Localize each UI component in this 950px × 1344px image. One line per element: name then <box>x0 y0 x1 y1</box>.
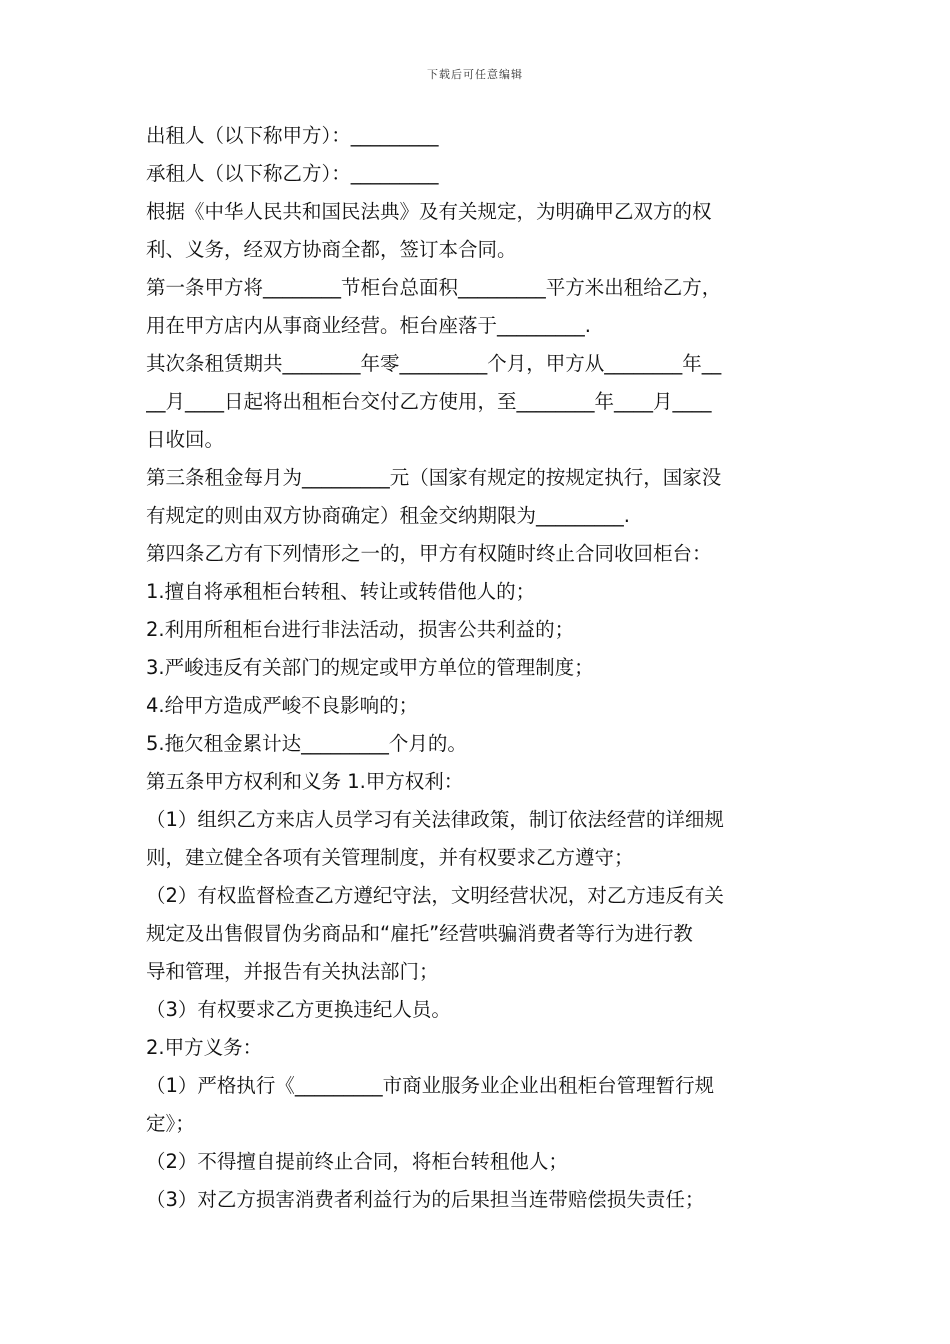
text-line: 1.擅自将承租柜台转租、转让或转借他人的； <box>146 580 536 603</box>
text-line: （2）不得擅自提前终止合同，将柜台转租他人； <box>146 1150 568 1173</box>
text-line: 第一条甲方将________节柜台总面积_________平方米出租给乙方， <box>146 276 722 299</box>
text-line: 定》； <box>146 1112 195 1135</box>
text-line: 第四条乙方有下列情形之一的，甲方有权随时终止合同收回柜台： <box>146 542 712 565</box>
text-line: 其次条租赁期共________年零_________个月，甲方从________年__ <box>146 352 722 375</box>
contract-body <box>146 117 814 1219</box>
text-line: （1）组织乙方来店人员学习有关法律政策，制订依法经营的详细规 <box>146 808 724 831</box>
text-line: 承租人（以下称乙方）：_________ <box>146 162 439 185</box>
text-line: 有规定的则由双方协商确定）租金交纳期限为_________. <box>146 504 630 527</box>
text-line: 3.严峻违反有关部门的规定或甲方单位的管理制度； <box>146 656 594 679</box>
text-line: （3）有权要求乙方更换违纪人员。 <box>146 998 451 1021</box>
text-line: 导和管理，并报告有关执法部门； <box>146 960 439 983</box>
text-line: 2.利用所租柜台进行非法活动，损害公共利益的； <box>146 618 575 641</box>
text-line: 日收回。 <box>146 428 225 451</box>
text-line: __月____日起将出租柜台交付乙方使用，至________年____月____ <box>146 390 712 413</box>
text-line: （3）对乙方损害消费者利益行为的后果担当连带赔偿损失责任； <box>146 1188 705 1211</box>
text-line: （2）有权监督检查乙方遵纪守法，文明经营状况，对乙方违反有关 <box>146 884 724 907</box>
text-line: 则，建立健全各项有关管理制度，并有权要求乙方遵守； <box>146 846 634 869</box>
text-line: 5.拖欠租金累计达_________个月的。 <box>146 732 467 755</box>
text-line: 2.甲方义务： <box>146 1036 263 1059</box>
text-line: （1）严格执行《_________市商业服务业企业出租柜台管理暂行规 <box>146 1074 715 1097</box>
text-line: 规定及出售假冒伪劣商品和“雇托”经营哄骗消费者等行为进行教 <box>146 922 693 945</box>
text-line: 利、义务，经双方协商全都，签订本合同。 <box>146 238 517 261</box>
text-line: 第五条甲方权利和义务 1.甲方权利： <box>146 770 464 793</box>
text-line: 出租人（以下称甲方）：_________ <box>146 124 439 147</box>
text-line: 4.给甲方造成严峻不良影响的； <box>146 694 419 717</box>
page-header: 下载后可任意编辑 <box>427 68 523 81</box>
text-line: 第三条租金每月为_________元（国家有规定的按规定执行，国家没 <box>146 466 722 489</box>
text-line: 根据《中华人民共和国民法典》及有关规定，为明确甲乙双方的权 <box>146 200 712 223</box>
text-line: 用在甲方店内从事商业经营。柜台座落于_________. <box>146 314 591 337</box>
